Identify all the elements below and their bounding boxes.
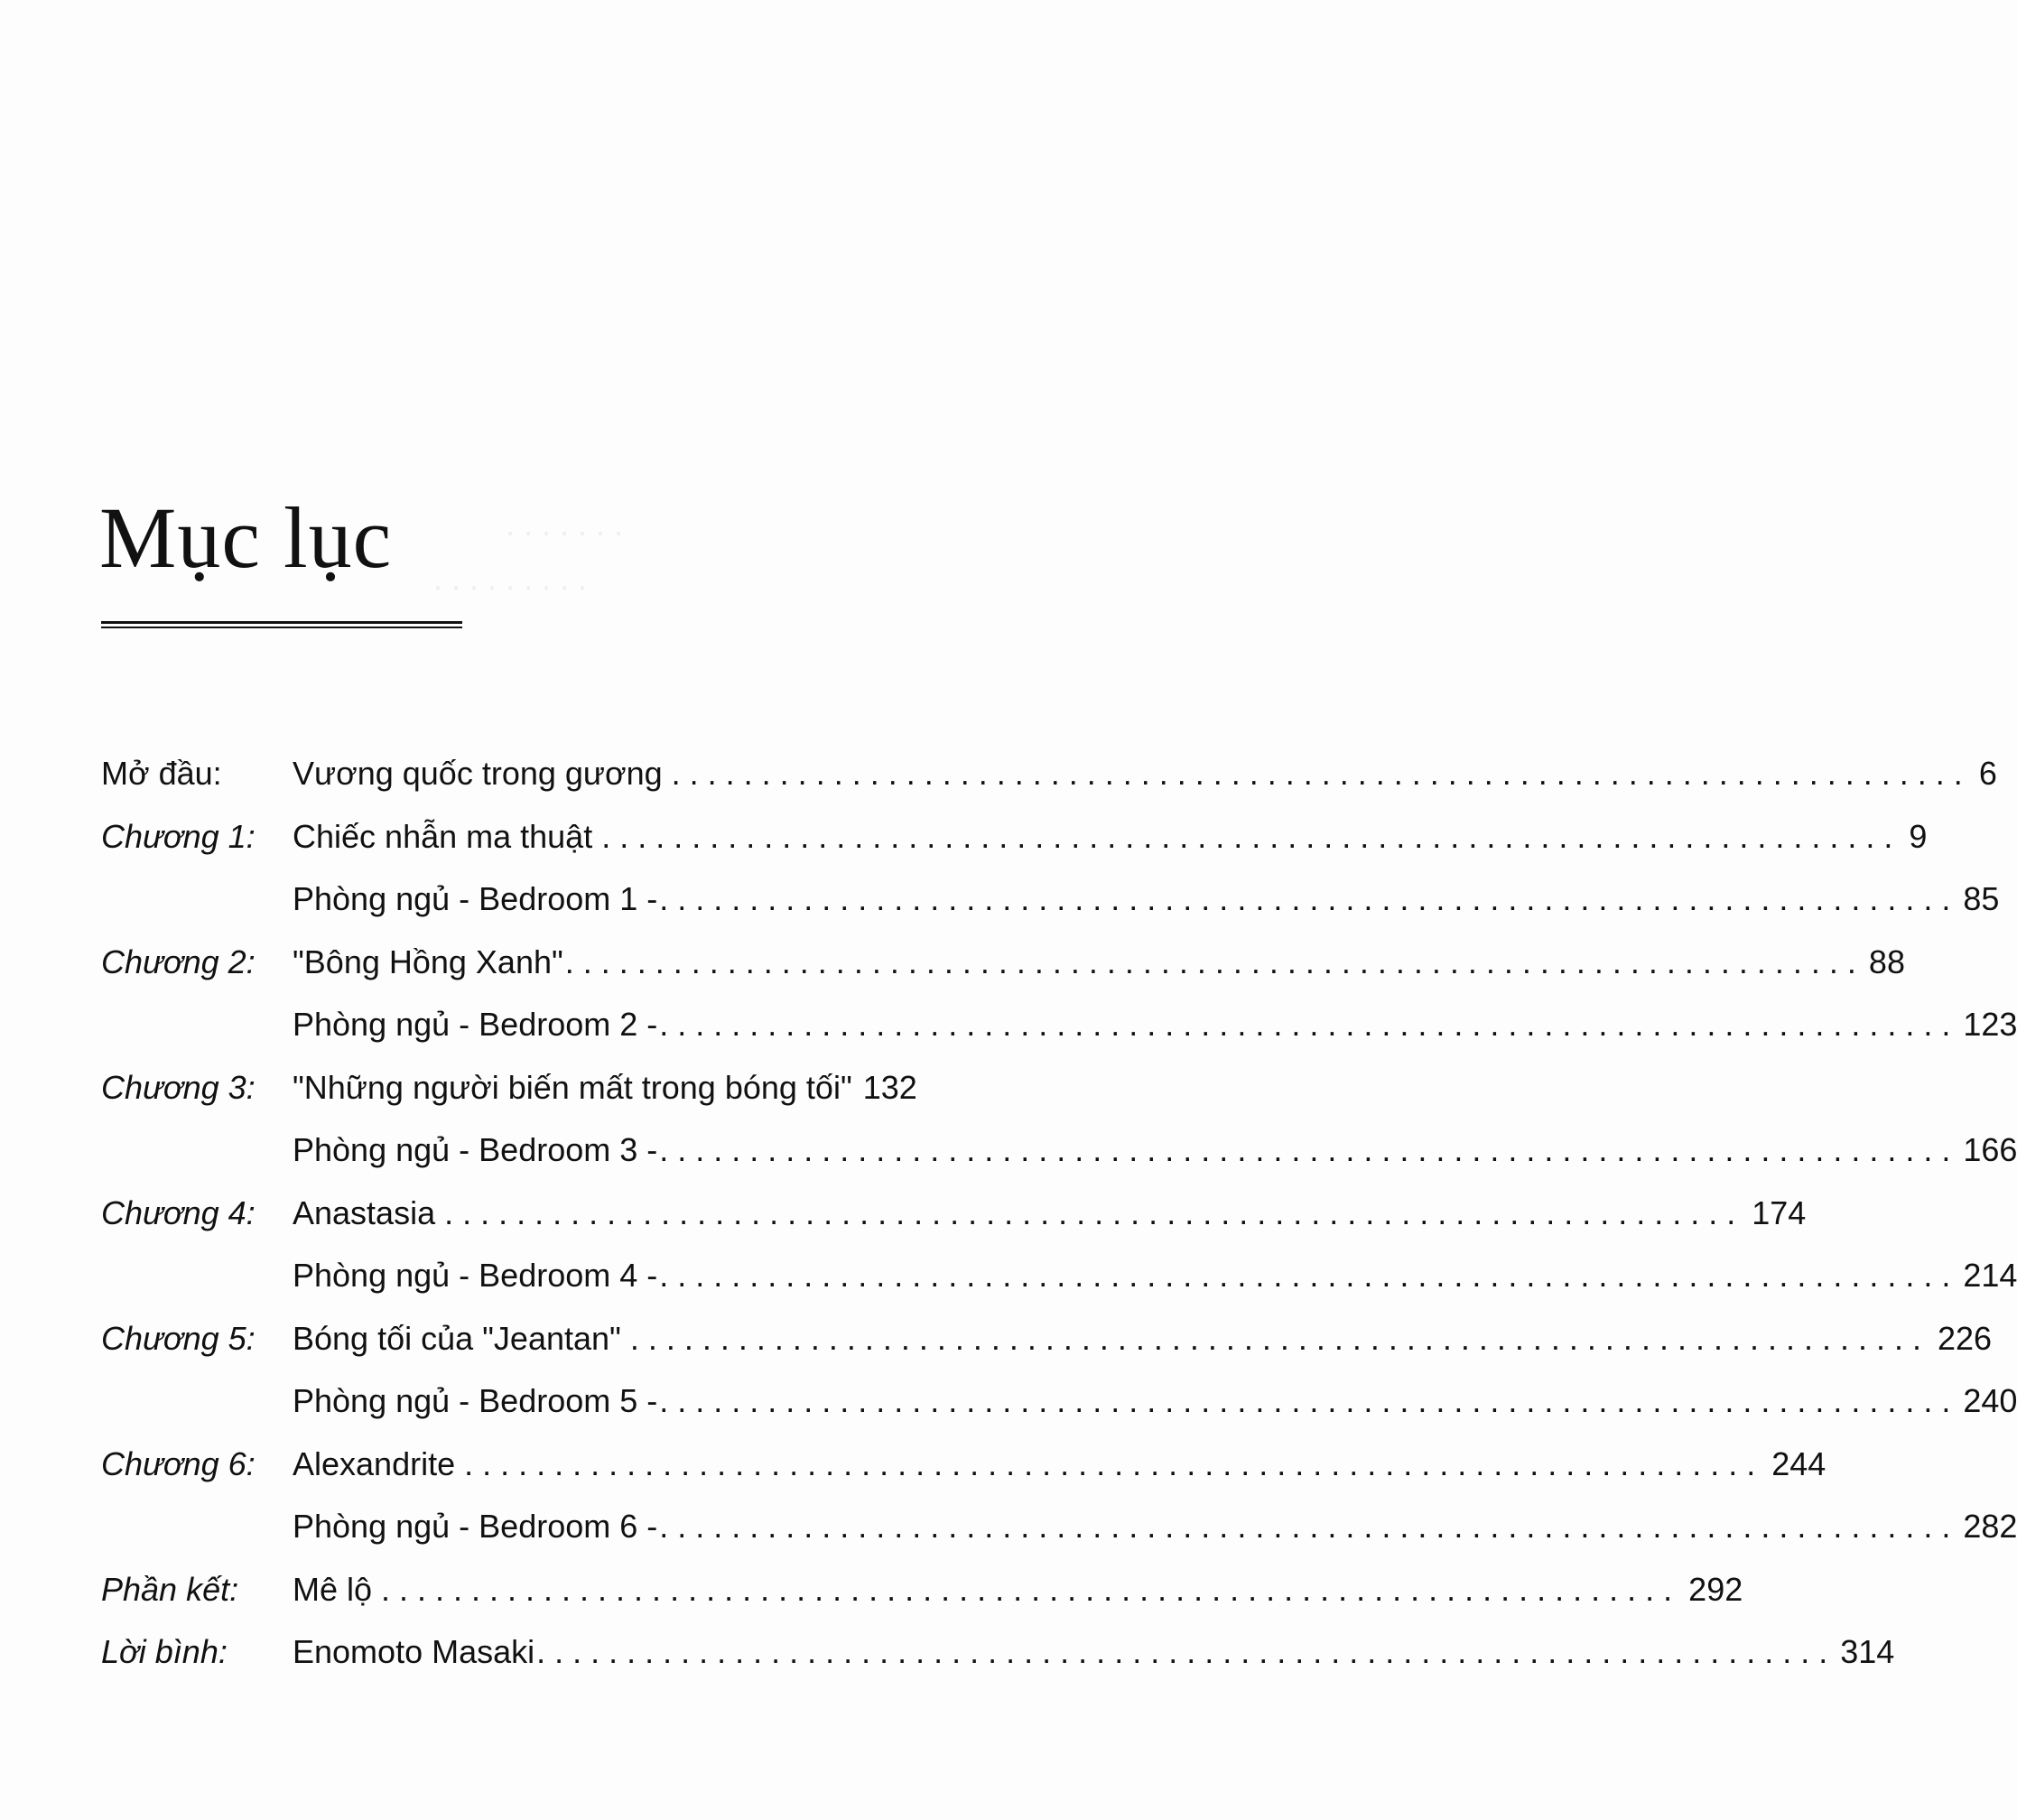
toc-title: Phòng ngủ - Bedroom 4 - bbox=[293, 1257, 658, 1294]
toc-row bbox=[101, 1056, 977, 1119]
dot-leader: ........................................................................ bbox=[659, 1131, 1960, 1168]
dot-leader: ........................................................................ bbox=[671, 755, 1972, 792]
toc-page-number: 166 bbox=[1963, 1131, 2017, 1168]
dot-leader: ........................................................................ bbox=[536, 1633, 1837, 1670]
toc-page-number: 9 bbox=[1909, 817, 1928, 855]
toc-label: Chương 6: bbox=[101, 1444, 256, 1482]
dot-leader: ........................................................................ bbox=[659, 1257, 1960, 1294]
toc-entry bbox=[293, 1558, 1743, 1621]
toc-entry bbox=[293, 1182, 1807, 1245]
dot-leader: ........................................................................ bbox=[659, 1006, 1960, 1043]
toc-entry bbox=[293, 931, 1905, 994]
toc-page-number: 132 bbox=[862, 1068, 917, 1106]
toc-entry bbox=[293, 1495, 2017, 1558]
toc-title: "Bông Hồng Xanh" bbox=[293, 942, 563, 980]
toc-title: Mê lộ bbox=[293, 1570, 373, 1608]
toc-title: Enomoto Masaki bbox=[293, 1633, 535, 1670]
toc-row bbox=[101, 1307, 1993, 1370]
toc-entry bbox=[293, 1056, 977, 1119]
toc-row bbox=[101, 931, 1905, 994]
dot-leader: ........................................................................ bbox=[659, 1508, 1960, 1545]
toc-entry bbox=[293, 1307, 1993, 1370]
toc-title: Phòng ngủ - Bedroom 5 - bbox=[293, 1382, 658, 1419]
dot-leader: ........................................................................ bbox=[601, 817, 1902, 855]
table-of-contents bbox=[101, 742, 2017, 1684]
toc-row bbox=[101, 742, 1997, 805]
title-underline bbox=[101, 621, 462, 628]
bleed-through-text: . . . . . . . bbox=[506, 506, 624, 543]
toc-entry bbox=[293, 1433, 1826, 1496]
toc-title: Phòng ngủ - Bedroom 3 - bbox=[293, 1131, 658, 1168]
dot-leader: ........................................................................ bbox=[659, 880, 1960, 917]
toc-title: Phòng ngủ - Bedroom 1 - bbox=[293, 880, 658, 917]
toc-title: Bóng tối của "Jeantan" bbox=[293, 1319, 621, 1357]
toc-entry bbox=[293, 1620, 1895, 1684]
toc-page-number: 314 bbox=[1840, 1633, 1895, 1670]
toc-entry bbox=[293, 1370, 2017, 1433]
dot-leader: ........................................................................ bbox=[564, 942, 1865, 980]
toc-label: Chương 3: bbox=[101, 1068, 256, 1106]
page-title: Mục lục bbox=[99, 489, 393, 586]
toc-label: Chương 5: bbox=[101, 1319, 256, 1357]
toc-title: "Những người biến mất trong bóng tối" bbox=[293, 1068, 852, 1106]
toc-entry bbox=[293, 993, 2017, 1056]
toc-row bbox=[101, 1370, 2017, 1433]
toc-page-number: 123 bbox=[1963, 1006, 2017, 1043]
toc-page-number: 174 bbox=[1752, 1193, 1807, 1231]
toc-page-number: 6 bbox=[1978, 755, 1997, 792]
toc-title: Alexandrite bbox=[293, 1444, 456, 1482]
toc-label: Mở đầu: bbox=[101, 755, 222, 792]
toc-entry bbox=[293, 742, 1997, 805]
dot-leader: ........................................................................ bbox=[629, 1319, 1930, 1357]
dot-leader: ........................................................................ bbox=[659, 1382, 1960, 1419]
toc-page-number: 240 bbox=[1963, 1382, 2017, 1419]
dot-leader: ........................................................................ bbox=[444, 1193, 1745, 1231]
toc-page-number: 282 bbox=[1963, 1508, 2017, 1545]
bleed-through-text: . . . . . . . . . bbox=[433, 560, 588, 597]
toc-row bbox=[101, 868, 2000, 931]
toc-entry bbox=[293, 868, 2000, 931]
toc-row bbox=[101, 1182, 1807, 1245]
toc-row bbox=[101, 1620, 1895, 1684]
toc-title: Phòng ngủ - Bedroom 2 - bbox=[293, 1006, 658, 1043]
toc-page-number: 292 bbox=[1688, 1570, 1743, 1608]
toc-page-number: 85 bbox=[1963, 880, 2000, 917]
toc-row bbox=[101, 993, 2017, 1056]
dot-leader: ........................................................................ bbox=[381, 1570, 1682, 1608]
dot-leader: ........................................................................ bbox=[464, 1444, 1765, 1482]
toc-page-number: 88 bbox=[1868, 942, 1905, 980]
toc-page-number: 214 bbox=[1963, 1257, 2017, 1294]
toc-title: Anastasia bbox=[293, 1193, 436, 1231]
toc-entry bbox=[293, 1119, 2017, 1182]
toc-page-number: 226 bbox=[1937, 1319, 1993, 1357]
toc-row bbox=[101, 1495, 2017, 1558]
toc-row bbox=[101, 1558, 1743, 1621]
toc-label: Chương 4: bbox=[101, 1193, 256, 1231]
toc-row bbox=[101, 1244, 2017, 1307]
toc-label: Lời bình: bbox=[101, 1633, 228, 1670]
toc-entry bbox=[293, 805, 1928, 868]
toc-title: Vương quốc trong gương bbox=[293, 755, 663, 792]
toc-title: Phòng ngủ - Bedroom 6 - bbox=[293, 1508, 658, 1545]
toc-title: Chiếc nhẫn ma thuật bbox=[293, 817, 593, 855]
toc-entry bbox=[293, 1244, 2017, 1307]
toc-page-number: 244 bbox=[1771, 1444, 1826, 1482]
toc-label: Chương 2: bbox=[101, 942, 256, 980]
toc-row bbox=[101, 805, 1928, 868]
toc-label: Chương 1: bbox=[101, 817, 256, 855]
toc-label: Phần kết: bbox=[101, 1570, 239, 1608]
toc-row bbox=[101, 1433, 1826, 1496]
toc-row bbox=[101, 1119, 2017, 1182]
